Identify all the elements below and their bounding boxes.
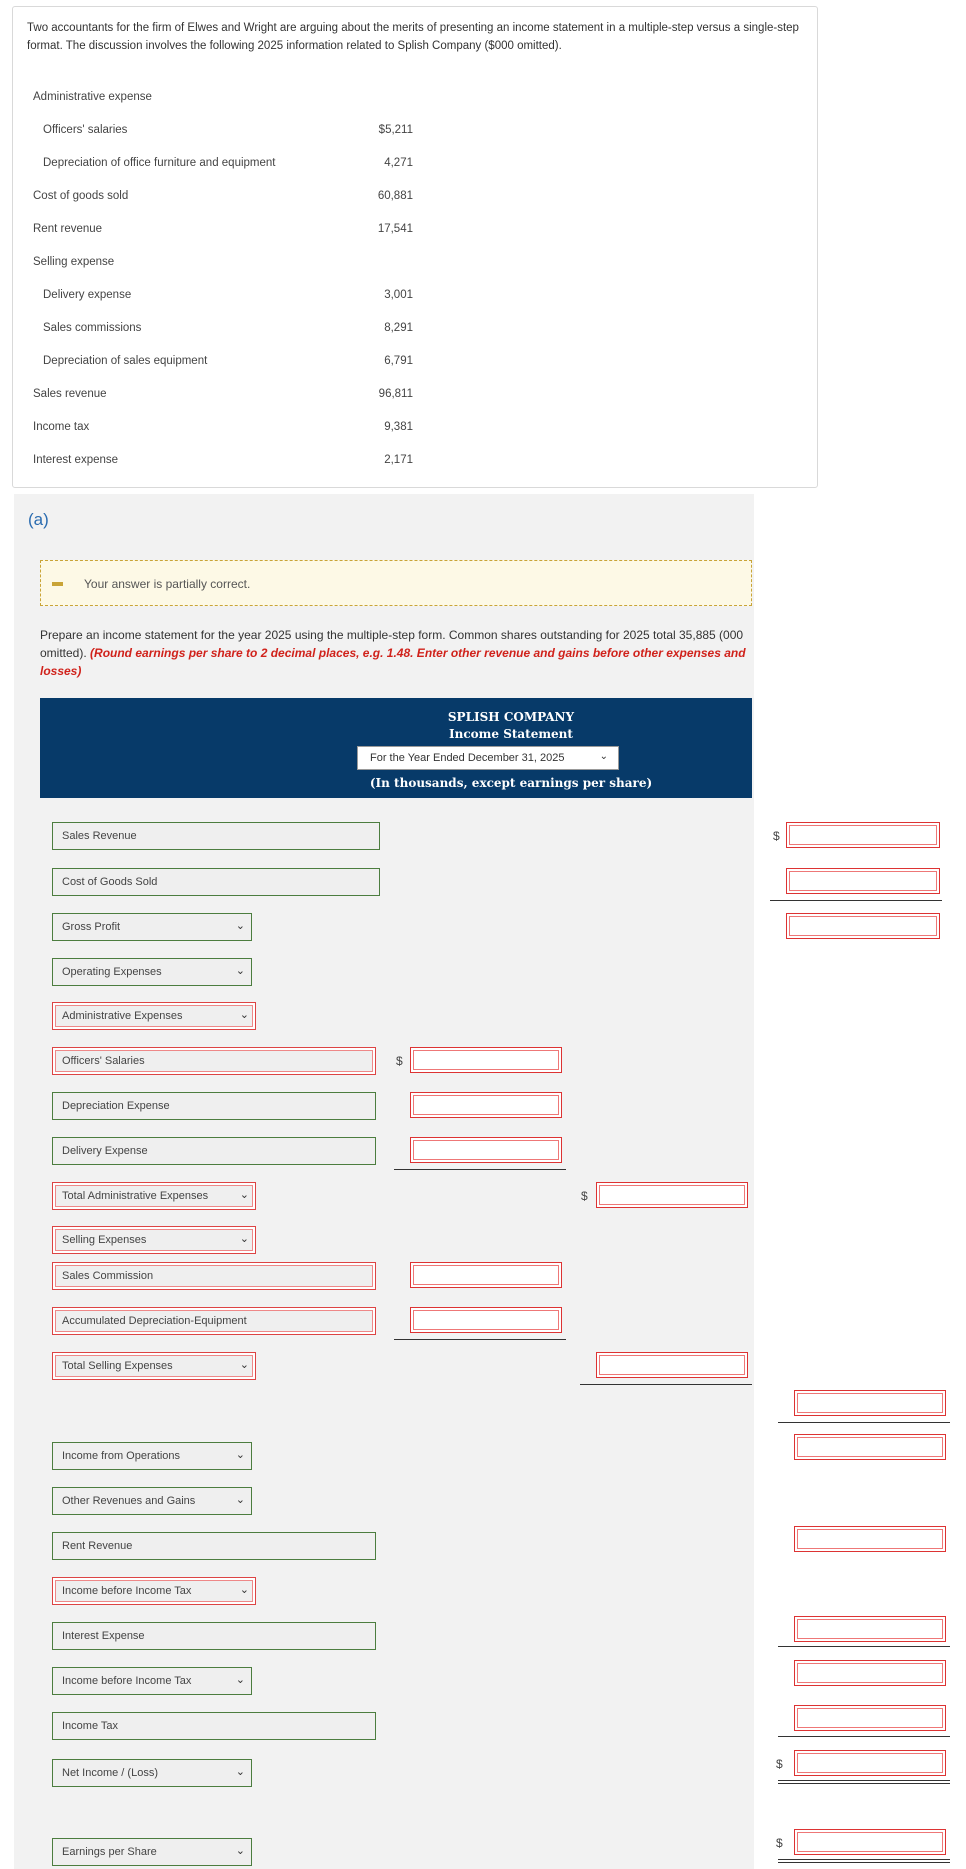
amount-input[interactable] (794, 1390, 946, 1416)
row-select-eps[interactable] (52, 1838, 252, 1866)
amount-input[interactable] (410, 1307, 562, 1333)
data-value: 96,811 (378, 388, 413, 400)
problem-intro: Two accountants for the firm of Elwes and Wright are arguing about the merits of presenting an income statement in a multiple-step versus a single-step format. The discussion involves the following 2025 information related to Splish Company ($000 omitted). (27, 22, 799, 52)
row-select-income-before-tax-2[interactable] (52, 1667, 252, 1695)
amount-input[interactable] (786, 913, 940, 939)
data-value: 60,881 (377, 190, 413, 202)
data-row (33, 124, 413, 142)
underline (778, 1646, 950, 1647)
chevron-down-icon: ⌄ (235, 1449, 245, 1461)
underline (394, 1339, 566, 1340)
company-name: SPLISH COMPANY (447, 710, 575, 724)
currency-symbol: $ (776, 1757, 783, 1771)
select-value: Other Revenues and Gains (62, 1495, 196, 1507)
amount-input[interactable] (794, 1705, 946, 1731)
data-row (33, 322, 413, 340)
part-label: (a) (28, 510, 49, 529)
select-value: Gross Profit (62, 921, 121, 933)
data-row (33, 421, 413, 439)
amount-input[interactable] (410, 1262, 562, 1288)
data-row (33, 256, 413, 274)
select-value: Income before Income Tax (62, 1675, 192, 1687)
select-value: Earnings per Share (62, 1846, 157, 1858)
currency-symbol: $ (776, 1836, 783, 1850)
data-label: Delivery expense (43, 289, 132, 301)
amount-input[interactable] (794, 1526, 946, 1552)
data-value: 9,381 (384, 421, 413, 433)
partial-icon (52, 582, 63, 586)
select-value: Income from Operations (62, 1450, 180, 1462)
amount-input[interactable] (410, 1047, 562, 1073)
data-row (33, 190, 413, 208)
row-select-income-before-tax[interactable] (52, 1577, 256, 1605)
select-value: Operating Expenses (62, 966, 162, 978)
currency-symbol: $ (581, 1189, 588, 1203)
underline (778, 1422, 950, 1423)
row-select-gross-profit[interactable] (52, 913, 252, 941)
row-label-accumulated-depreciation[interactable]: Accumulated Depreciation-Equipment (52, 1307, 376, 1335)
statement-title: Income Statement (449, 727, 573, 741)
instructions-note: (Round earnings per share to 2 decimal places, e.g. 1.48. Enter other revenue and gains before other expenses and losses) (40, 646, 746, 678)
row-label-interest-expense[interactable]: Interest Expense (52, 1622, 376, 1650)
chevron-down-icon: ⌄ (239, 1009, 249, 1021)
row-label-depreciation-expense[interactable]: Depreciation Expense (52, 1092, 376, 1120)
row-select-other-revenues[interactable] (52, 1487, 252, 1515)
data-label: Income tax (33, 421, 90, 433)
data-value: 3,001 (384, 289, 413, 301)
underline (770, 900, 942, 901)
data-row (33, 355, 413, 373)
data-label: Interest expense (33, 454, 119, 466)
chevron-down-icon: ⌄ (239, 1359, 249, 1371)
data-value: 4,271 (384, 157, 413, 169)
statement-units: (In thousands, except earnings per share) (369, 776, 653, 790)
data-label: Officers' salaries (43, 124, 128, 136)
underline (778, 1780, 950, 1781)
row-select-administrative-expenses[interactable] (52, 1002, 256, 1030)
feedback-message: Your answer is partially correct. (84, 577, 251, 591)
row-label-rent-revenue[interactable]: Rent Revenue (52, 1532, 376, 1560)
data-row (33, 454, 413, 472)
data-label: Selling expense (33, 256, 115, 268)
chevron-down-icon: ⌄ (239, 1584, 249, 1596)
row-select-selling-expenses[interactable] (52, 1226, 256, 1254)
amount-input[interactable] (794, 1660, 946, 1686)
amount-input[interactable] (794, 1829, 946, 1855)
select-value: Selling Expenses (62, 1234, 147, 1246)
chevron-down-icon: ⌄ (599, 751, 608, 762)
amount-input[interactable] (410, 1137, 562, 1163)
amount-input[interactable] (794, 1434, 946, 1460)
amount-input[interactable] (596, 1182, 748, 1208)
row-select-total-administrative[interactable] (52, 1182, 256, 1210)
data-value: $5,211 (378, 124, 413, 136)
chevron-down-icon: ⌄ (239, 1189, 249, 1201)
data-label: Depreciation of sales equipment (43, 355, 208, 367)
row-select-total-selling[interactable] (52, 1352, 256, 1380)
row-label-cogs[interactable]: Cost of Goods Sold (52, 868, 380, 896)
data-label: Sales revenue (33, 388, 107, 400)
select-value: Total Selling Expenses (62, 1360, 173, 1372)
row-label-income-tax[interactable]: Income Tax (52, 1712, 376, 1740)
data-row (33, 289, 413, 307)
currency-symbol: $ (773, 829, 780, 843)
data-value: 17,541 (377, 223, 413, 235)
chevron-down-icon: ⌄ (235, 965, 245, 977)
underline (778, 1862, 950, 1863)
row-select-income-from-operations[interactable] (52, 1442, 252, 1470)
row-label-sales-revenue[interactable]: Sales Revenue (52, 822, 380, 850)
data-label: Administrative expense (33, 91, 152, 103)
data-value: 8,291 (384, 322, 413, 334)
amount-input[interactable] (794, 1616, 946, 1642)
data-value: 2,171 (384, 454, 413, 466)
select-value: Income before Income Tax (62, 1585, 192, 1597)
instructions-text: Prepare an income statement for the year 2025 using the multiple-step form. Common shares outstanding for 2025 total 35,885 (000 omitted). (40, 628, 744, 660)
chevron-down-icon: ⌄ (235, 1674, 245, 1686)
data-row (33, 223, 413, 241)
data-label: Depreciation of office furniture and equipment (43, 157, 276, 169)
data-value: 6,791 (384, 355, 413, 367)
chevron-down-icon: ⌄ (235, 1766, 245, 1778)
data-label: Cost of goods sold (33, 190, 129, 202)
underline (778, 1783, 950, 1784)
underline (394, 1169, 566, 1170)
select-value: Administrative Expenses (62, 1010, 183, 1022)
data-row (33, 388, 413, 406)
data-row (33, 91, 413, 109)
chevron-down-icon: ⌄ (239, 1233, 249, 1245)
underline (778, 1859, 950, 1860)
data-label: Rent revenue (33, 223, 103, 235)
row-label-sales-commission[interactable]: Sales Commission (52, 1262, 376, 1290)
amount-input[interactable] (786, 868, 940, 894)
period-value: For the Year Ended December 31, 2025 (370, 752, 565, 764)
underline (580, 1384, 752, 1385)
currency-symbol: $ (396, 1054, 403, 1068)
row-select-net-income[interactable] (52, 1759, 252, 1787)
amount-input[interactable] (786, 822, 940, 848)
row-select-operating-expenses[interactable] (52, 958, 252, 986)
data-row (33, 157, 413, 175)
period-select[interactable] (357, 746, 619, 770)
amount-input[interactable] (596, 1352, 748, 1378)
row-label-officers-salaries[interactable]: Officers' Salaries (52, 1047, 376, 1075)
feedback-banner (40, 560, 752, 606)
amount-input[interactable] (794, 1750, 946, 1776)
instructions (40, 626, 762, 678)
underline (778, 1736, 950, 1737)
chevron-down-icon: ⌄ (235, 920, 245, 932)
chevron-down-icon: ⌄ (235, 1494, 245, 1506)
amount-input[interactable] (410, 1092, 562, 1118)
statement-header (40, 698, 752, 798)
chevron-down-icon: ⌄ (235, 1845, 245, 1857)
select-value: Total Administrative Expenses (62, 1190, 209, 1202)
select-value: Net Income / (Loss) (62, 1767, 158, 1779)
row-label-delivery-expense[interactable]: Delivery Expense (52, 1137, 376, 1165)
problem-panel (12, 6, 818, 488)
data-label: Sales commissions (43, 322, 142, 334)
